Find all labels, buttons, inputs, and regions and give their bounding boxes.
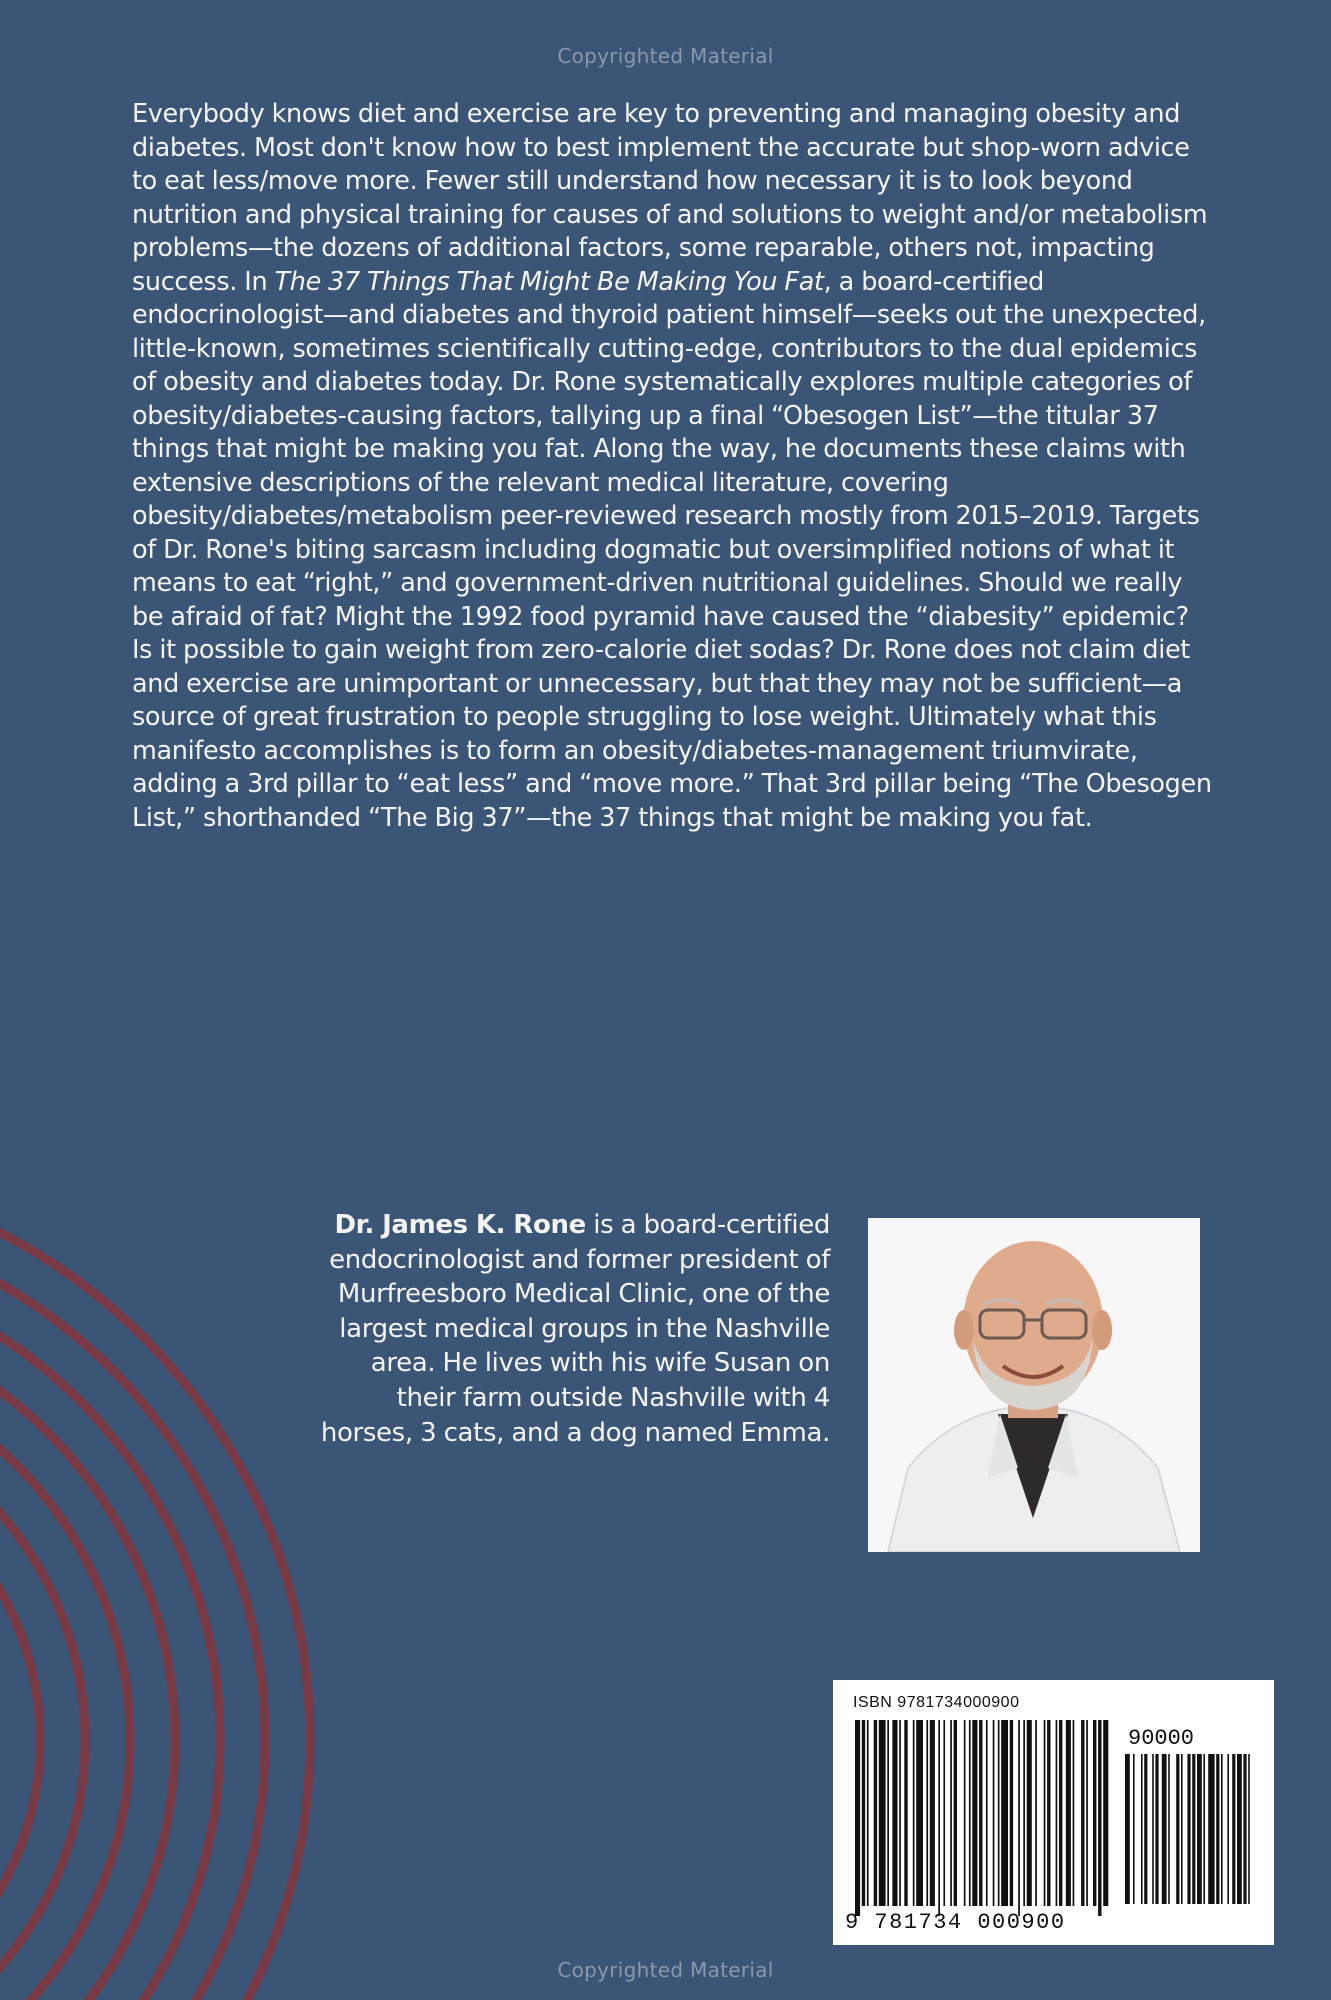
barcode-bar bbox=[913, 1720, 915, 1906]
barcode-supplement-bar bbox=[1232, 1754, 1235, 1904]
barcode-supplement-bar bbox=[1227, 1754, 1229, 1904]
barcode-bar bbox=[855, 1720, 860, 1916]
barcode-bar bbox=[1059, 1720, 1062, 1906]
barcode-supplement-bar bbox=[1181, 1754, 1183, 1904]
watermark-top: Copyrighted Material bbox=[557, 44, 774, 68]
barcode-bar bbox=[1035, 1720, 1037, 1906]
barcode-panel bbox=[833, 1680, 1274, 1945]
barcode-bar bbox=[867, 1720, 869, 1906]
barcode-supplement-bar bbox=[1192, 1754, 1195, 1904]
barcode-supplement-bar bbox=[1237, 1754, 1242, 1904]
barcode-bar bbox=[1056, 1720, 1058, 1906]
barcode-bar bbox=[874, 1720, 877, 1906]
author-portrait-illustration bbox=[868, 1218, 1200, 1552]
blurb-part-2: , a board-certified endocrinologist—and diabetes and thyroid patient himself—seeks out the unexpected, little-known, sometimes scientifically cutting-edge, contributors to the dual epidemics of obesity and diabetes today. Dr. Rone systematically explores multiple categories of obesity/diabetes-causing factors, tallying up a final “Obesogen List”—the titular 37 things that might be making you fat. Along the way, he documents these claims with extensive descriptions of the relevant medical literature, covering obesity/diabetes/metabolism peer-reviewed research mostly from 2015–2019. Targets of Dr. Rone's biting sarcasm including dogmatic but oversimplified notions of what it means to eat “right,” and government-driven nutritional guidelines. Should we really be afraid of fat? Might the 1992 food pyramid have caused the “diabesity” epidemic? Is it possible to gain weight from zero-calorie diet sodas? Dr. Rone does not claim diet and exercise are unimportant or unnecessary, but that they may not be sufficient—a source of great frustration to people struggling to lose weight. Ultimately what this manifesto accomplishes is to form an obesity/diabetes-management triumvirate, adding a 3rd pillar to “eat less” and “move more.” That 3rd pillar being “The Obesogen List,” shorthanded “The Big 37”—the 37 things that might be making you fat. bbox=[132, 266, 1212, 833]
barcode-bar bbox=[1047, 1720, 1050, 1906]
barcode-supplement-bar bbox=[1221, 1754, 1223, 1904]
barcode-bar bbox=[892, 1720, 897, 1906]
barcode-supplement-bar bbox=[1197, 1754, 1202, 1904]
barcode-supplement-bar bbox=[1152, 1754, 1154, 1904]
decorative-arcs bbox=[0, 1040, 340, 2000]
barcode-bar bbox=[986, 1720, 988, 1906]
book-title: The 37 Things That Might Be Making You Fat bbox=[274, 266, 824, 297]
barcode-bar bbox=[1098, 1720, 1101, 1916]
barcode-supplement-bar bbox=[1203, 1754, 1205, 1904]
barcode-bar bbox=[1044, 1720, 1046, 1906]
barcode-bar bbox=[979, 1720, 982, 1906]
barcode-bar bbox=[954, 1720, 957, 1906]
barcode-bar bbox=[969, 1720, 971, 1906]
barcode-bar bbox=[1073, 1720, 1075, 1906]
barcode-bar bbox=[943, 1720, 945, 1906]
barcode-bar bbox=[1023, 1720, 1025, 1906]
barcode-supplement-bar bbox=[1243, 1754, 1246, 1904]
barcode-supplement-bar bbox=[1248, 1754, 1250, 1904]
author-name: Dr. James K. Rone bbox=[334, 1210, 586, 1240]
barcode-bar bbox=[1018, 1720, 1020, 1916]
barcode-bar bbox=[930, 1720, 935, 1906]
barcode-bar bbox=[993, 1720, 995, 1906]
barcode-supplement-bar bbox=[1216, 1754, 1219, 1904]
watermark-bottom: Copyrighted Material bbox=[557, 1958, 774, 1982]
barcode-bar bbox=[964, 1720, 966, 1906]
barcode-supplement-bar bbox=[1208, 1754, 1214, 1904]
barcode-bar bbox=[1086, 1720, 1088, 1906]
barcode-supplement-bar bbox=[1176, 1754, 1179, 1904]
arc-2 bbox=[0, 1395, 85, 2000]
barcode-supplement-bar bbox=[1144, 1754, 1147, 1904]
barcode-bar bbox=[972, 1720, 977, 1906]
barcode-bar bbox=[1103, 1720, 1108, 1906]
barcode-bar bbox=[1027, 1720, 1032, 1906]
isbn-label: ISBN 9781734000900 bbox=[853, 1694, 1020, 1711]
arc-group bbox=[0, 1170, 310, 2000]
blurb bbox=[132, 98, 1212, 835]
barcode-bar bbox=[1093, 1720, 1096, 1906]
barcode-supplement-bar bbox=[1155, 1754, 1158, 1904]
barcode-supplement-bar bbox=[1141, 1754, 1143, 1904]
blurb-part-1: Everybody knows diet and exercise are key to preventing and managing obesity and diabetes. Most don't know how to best implement the accurate but shop-worn advice to eat less/move more. Fewer still understand how necessary it is to look beyond nutrition and physical training for causes of and solutions to weight and/or metabolism problems—the dozens of additional factors, some reparable, others not, impacting success. In bbox=[132, 99, 1208, 297]
barcode-bar bbox=[899, 1720, 901, 1906]
barcode-bar bbox=[887, 1720, 889, 1906]
isbn-digits: 9 781734 000900 bbox=[845, 1910, 1066, 1935]
barcode-bar bbox=[1066, 1720, 1071, 1906]
barcode-supplement-bar bbox=[1187, 1754, 1190, 1904]
barcode-bar bbox=[1010, 1720, 1013, 1906]
barcode-bar bbox=[904, 1720, 907, 1906]
barcode-bar bbox=[950, 1720, 952, 1906]
author-photo bbox=[868, 1218, 1200, 1552]
price-code: 90000 bbox=[1128, 1726, 1195, 1751]
barcode-bar bbox=[938, 1720, 940, 1916]
barcode-bar bbox=[916, 1720, 923, 1906]
barcode-bar bbox=[926, 1720, 928, 1906]
barcode-supplement-bar bbox=[1125, 1754, 1130, 1904]
barcode-bars bbox=[833, 1680, 1274, 1945]
barcode-supplement-bar bbox=[1162, 1754, 1167, 1904]
barcode-supplement-bar bbox=[1168, 1754, 1170, 1904]
barcode-bar bbox=[1001, 1720, 1008, 1906]
barcode-bar bbox=[862, 1720, 865, 1906]
barcode-supplement-bar bbox=[1133, 1754, 1135, 1904]
author-bio bbox=[320, 1208, 830, 1450]
author-bio-text: is a board-certified endocrinologist and former president of Murfreesboro Medical Clinic, one of the largest medical groups in the Nashville area. He lives with his wife Susan on their farm outside Nashville with 4 horses, 3 cats, and a dog named Emma. bbox=[320, 1210, 830, 1448]
barcode-bar bbox=[879, 1720, 886, 1906]
barcode-bar bbox=[998, 1720, 1000, 1906]
barcode-bar bbox=[1081, 1720, 1084, 1906]
